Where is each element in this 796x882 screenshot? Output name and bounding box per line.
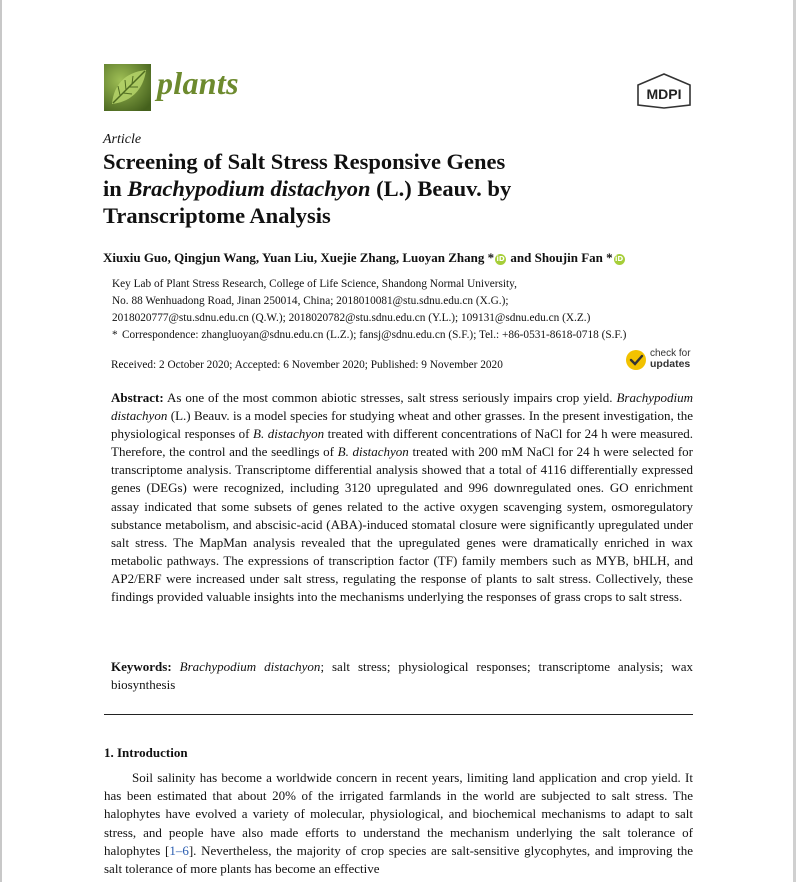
intro-paragraph: Soil salinity has become a worldwide concern in recent years, limiting land application and crop yield. It has been estimated that about 20% of the irrigated farmlands in the world are subjected to salt stress. The halophytes have evolved a variety of molecular, physiological, and biochemical mechanisms to adapt to salt stress, and people have also made efforts to understand the mechanism underlying the salt tolerance of halophytes [1–6]. Nevertheless, the majority of crop species are salt-sensitive glycophytes, and improving the salt tolerance of more plants has become an effective (104, 770, 694, 877)
article-type: Article (103, 132, 142, 147)
affiliation-line: No. 88 Wenhuadong Road, Jinan 250014, China; 2018010081@stu.sdnu.edu.cn (X.G.); (112, 295, 509, 307)
publisher-name: MDPI (646, 86, 682, 102)
title-line-3: Transcriptome Analysis (103, 203, 331, 228)
affiliation-line: 2018020777@stu.sdnu.edu.cn (Q.W.); 2018020782@stu.sdnu.edu.cn (Y.L.); 109131@sdnu.edu.cn (X.Z.) (112, 312, 591, 324)
author-list: Xiuxiu Guo, Qingjun Wang, Yuan Liu, Xuejie Zhang, Luoyan Zhang * iD and Shoujin Fan * iD (103, 250, 624, 265)
orcid-icon[interactable]: iD (496, 255, 505, 263)
affiliation-block (112, 276, 626, 344)
title-line-1: Screening of Salt Stress Responsive Genes (103, 149, 506, 174)
publication-dates: Received: 2 October 2020; Accepted: 6 November 2020; Published: 9 November 2020 (111, 359, 503, 371)
section-heading: 1. Introduction (104, 745, 188, 760)
check-for-updates-button[interactable]: check for updates (625, 348, 695, 374)
correspondence-line: * Correspondence: zhangluoyan@sdnu.edu.cn (L.Z.); fansj@sdnu.edu.cn (S.F.); Tel.: +86-0531-8618-0718 (S.F.) (112, 329, 627, 341)
keywords: Keywords: Brachypodium distachyon; salt stress; physiological responses; transcriptome analysis; wax biosynthesis (111, 659, 694, 693)
leaf-logo-icon (104, 64, 151, 111)
citation-link[interactable]: 1–6 (169, 842, 189, 858)
mdpi-logo-icon (636, 72, 692, 110)
section-divider (104, 714, 693, 715)
abstract-label: Abstract: (111, 390, 164, 405)
keywords-label: Keywords: (111, 659, 172, 674)
abstract: Abstract: As one of the most common abiotic stresses, salt stress seriously impairs crop yield. Brachypodium distachyon (L.) Beauv. is a model species for studying wheat and other grasses. In the present investigation, the physiological responses of B. distachyon treated with different concentrations of NaCl for 24 h were measured. Therefore, the control and the seedlings of B. distachyon treated with 200 mM NaCl for 24 h were selected for transcriptome analysis. Transcriptome differential analysis showed that a total of 4116 differentially expressed genes (DEGs) were recognized, including 3120 upregulated and 996 downregulated ones. GO enrichment assay indicated that some subsets of genes related to the active oxygen scavenging system, osmoregulatory substance metabolism, and abscisic-acid (ABA)-induced stomatal closure were significantly upregulated under salt stress. The MapMan analysis revealed that the upregulated genes were dramatically enriched in wax metabolic pathways. The expressions of transcription factor (TF) family members such as MYB, bHLH, and AP2/ERF were increased under salt stress, regulating the response of plants to salt stress. Collectively, these findings provided valuable insights into the mechanisms underlying the responses of grass crops to salt stress. (111, 390, 694, 605)
orcid-icon[interactable]: iD (615, 255, 624, 263)
article-title (103, 148, 623, 229)
title-species: Brachypodium distachyon (127, 176, 371, 201)
check-updates-icon (625, 349, 647, 371)
title-line-2: in Brachypodium distachyon (L.) Beauv. by (103, 176, 512, 201)
journal-name: plants (157, 65, 239, 101)
affiliation-line: Key Lab of Plant Stress Research, College of Life Science, Shandong Normal University, (112, 278, 517, 290)
page-left-border (0, 0, 2, 882)
